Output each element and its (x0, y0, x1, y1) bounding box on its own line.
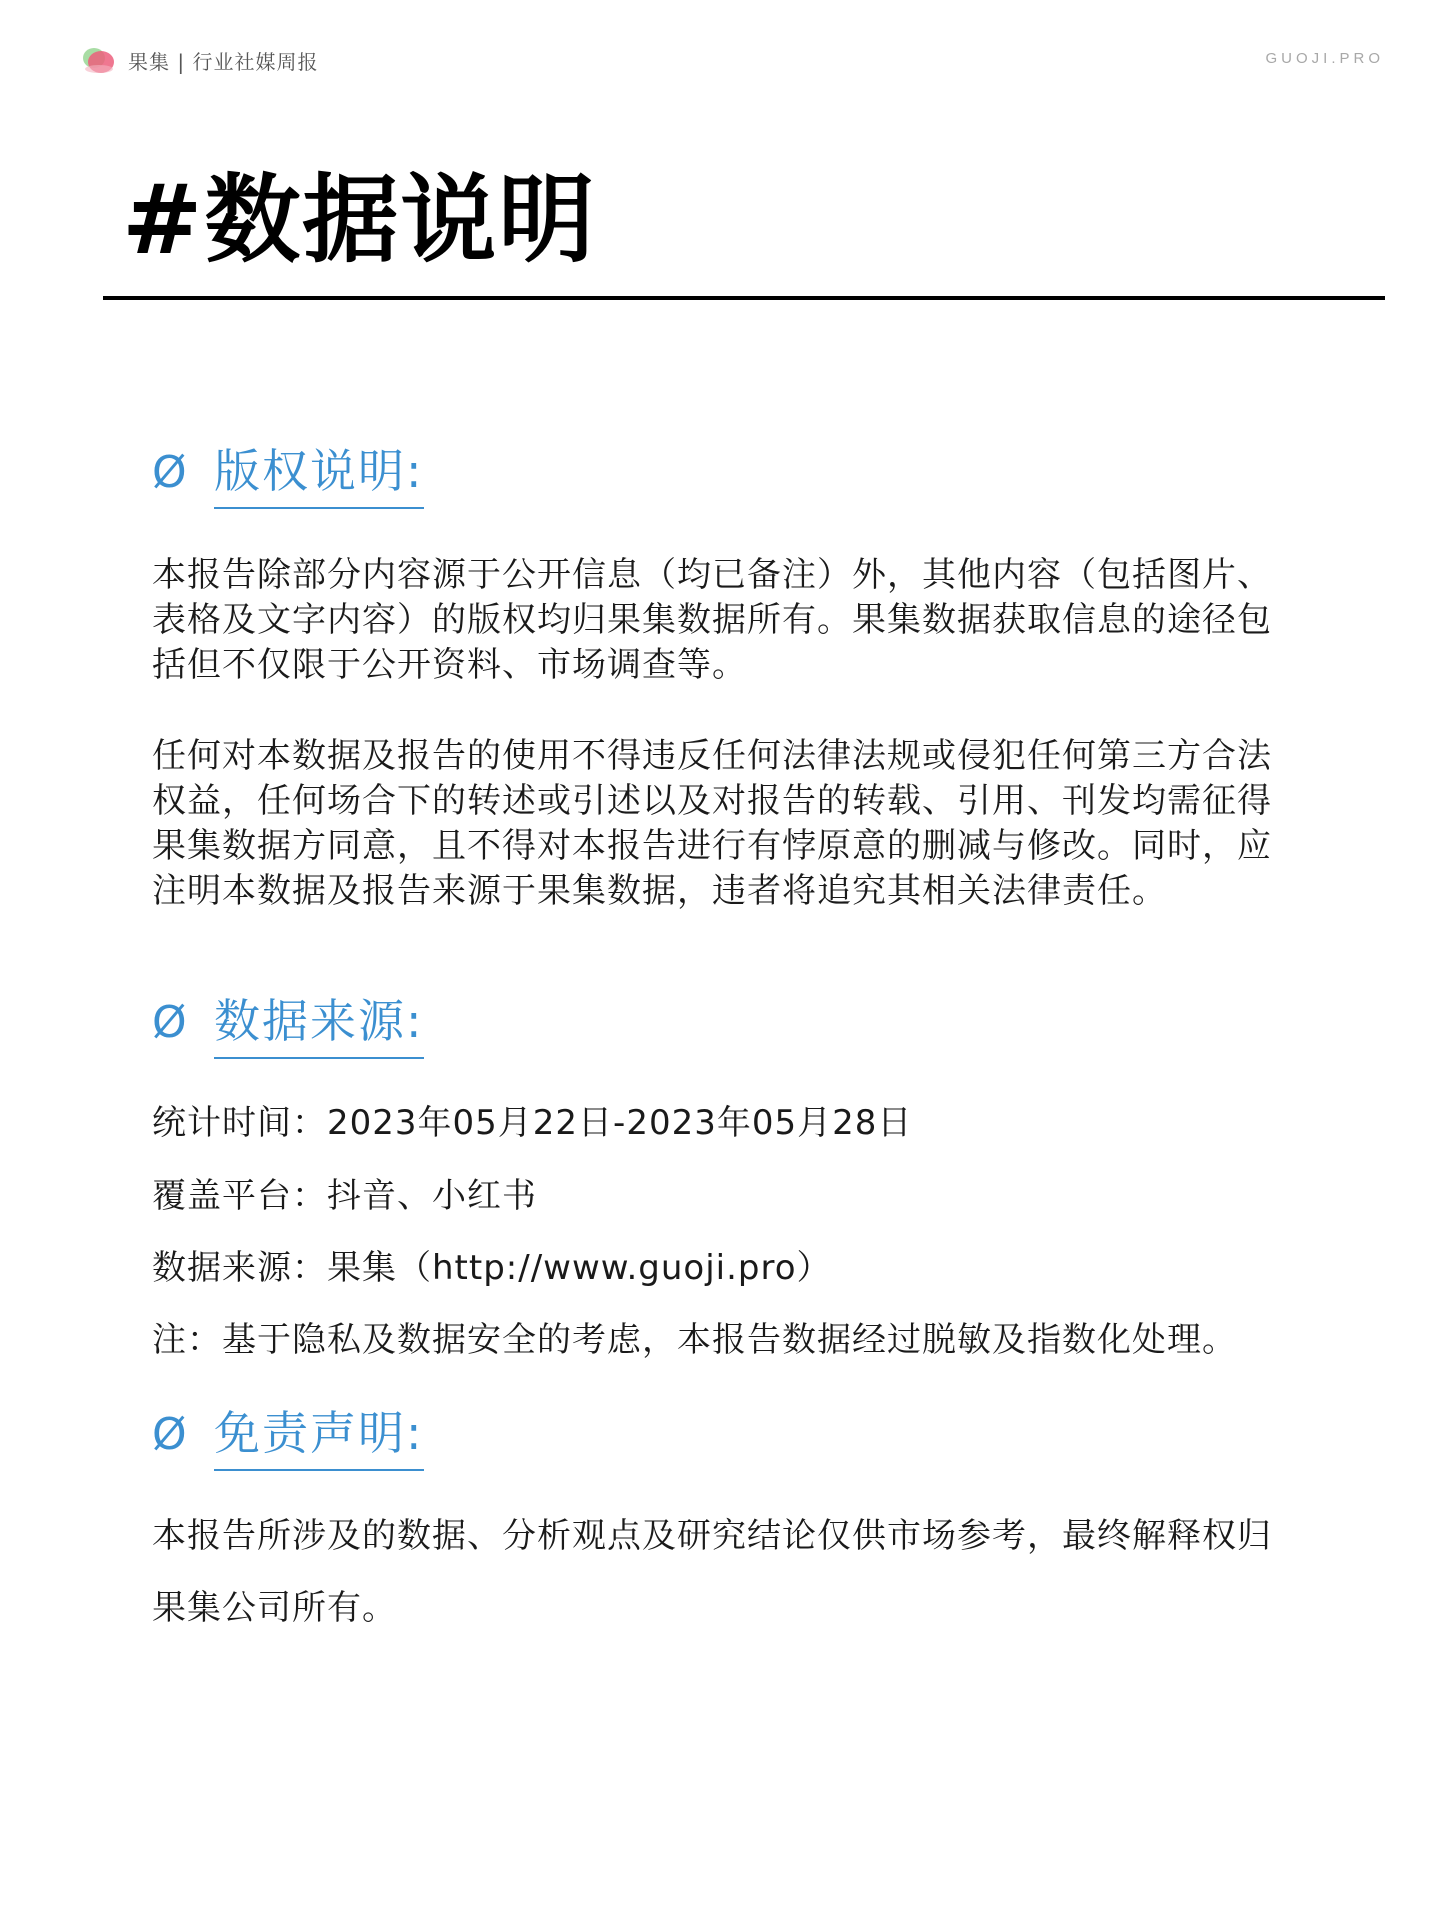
section-heading-disclaimer (152, 1404, 424, 1464)
section-heading-label: 数据来源: (214, 985, 424, 1059)
top-bar (82, 44, 1384, 76)
bullet-icon: Ø (152, 446, 187, 498)
platforms-line: 覆盖平台：抖音、小红书 (152, 1176, 537, 1216)
section-heading-label: 版权说明: (214, 435, 424, 509)
section-heading-copyright (152, 442, 424, 502)
stat-period-line: 统计时间：2023年05月22日-2023年05月28日 (152, 1103, 913, 1143)
section-heading-label: 免责声明: (214, 1397, 424, 1471)
copyright-paragraph-2: 任何对本数据及报告的使用不得违反任何法律法规或侵犯任何第三方合法权益，任何场合下的转述或引述以及对报告的转载、引用、刊发均需征得果集数据方同意，且不得对本报告进行有悖原意的删减与修改。同时，应注明本数据及报告来源于果集数据，违者将追究其相关法律责任。 (152, 736, 1272, 911)
copyright-paragraph-1: 本报告除部分内容源于公开信息（均已备注）外，其他内容（包括图片、表格及文字内容）的版权均归果集数据所有。果集数据获取信息的途径包括但不仅限于公开资料、市场调查等。 (152, 555, 1272, 685)
page-title: #数据说明 (122, 164, 597, 276)
site-url: GUOJI.PRO (1265, 50, 1384, 67)
title-divider (103, 296, 1385, 300)
bullet-icon: Ø (152, 996, 187, 1048)
brand (82, 44, 318, 76)
data-source-line: 数据来源：果集（http://www.guoji.pro） (152, 1248, 832, 1288)
brand-text: 果集 | 行业社媒周报 (128, 49, 319, 74)
section-heading-data-source (152, 992, 424, 1052)
bullet-icon: Ø (152, 1408, 187, 1460)
guoji-logo-icon (82, 45, 116, 75)
disclaimer-paragraph: 本报告所涉及的数据、分析观点及研究结论仅供市场参考，最终解释权归果集公司所有。 (152, 1516, 1272, 1628)
privacy-note-line: 注：基于隐私及数据安全的考虑，本报告数据经过脱敏及指数化处理。 (152, 1320, 1237, 1360)
